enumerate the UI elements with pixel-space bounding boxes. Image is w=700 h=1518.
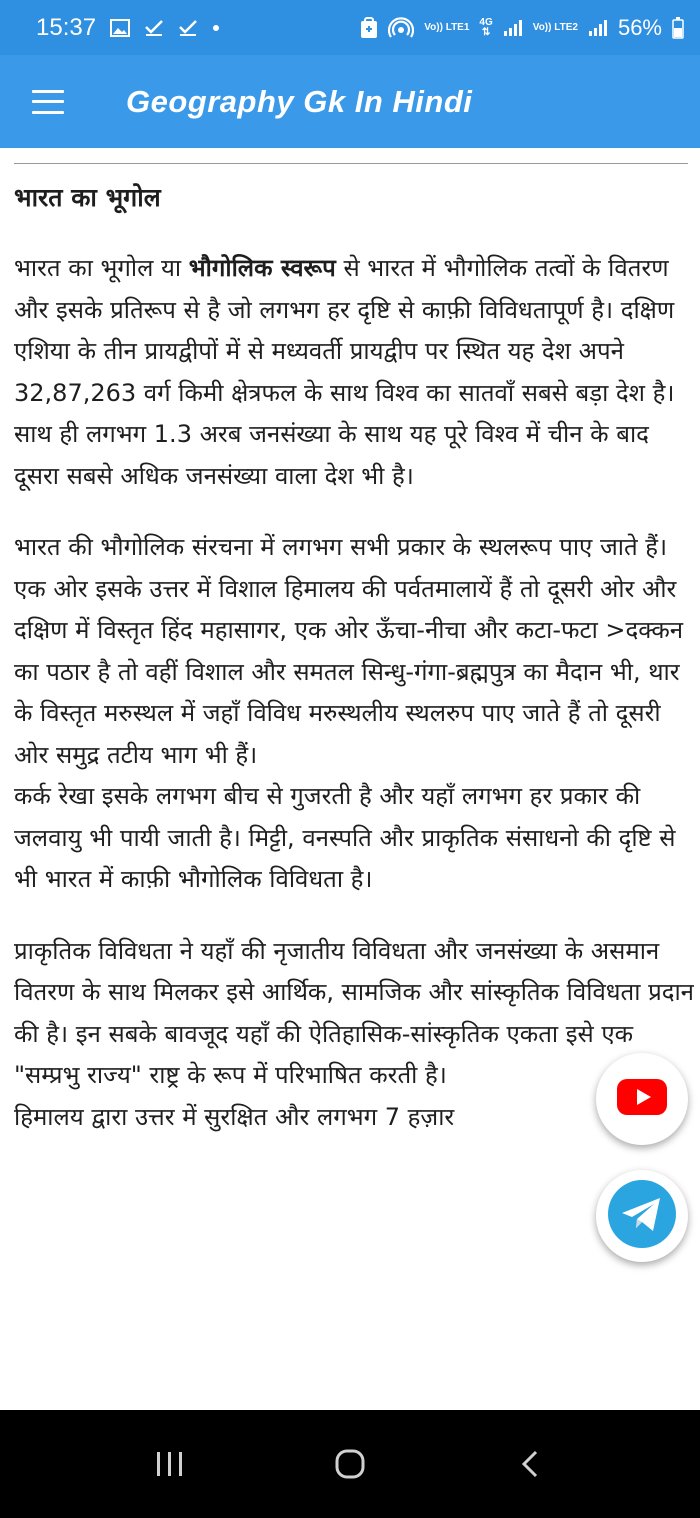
check-icon bbox=[178, 19, 198, 37]
youtube-icon bbox=[617, 1079, 667, 1119]
hamburger-menu-icon[interactable] bbox=[32, 90, 64, 114]
gallery-icon bbox=[110, 19, 130, 37]
paragraph-1-rest: से भारत में भौगोलिक तत्वों के वितरण और इसके प्रतिरूप से है जो लगभग हर दृष्टि से काफ़ी विविधतापूर्ण है। दक्षिण एशिया के तीन प्रायद्वीपों में से मध्यवर्ती प्रायद्वीप पर स्थित यह देश अपने 32,87,263 वर्ग किमी क्षेत्रफल के साथ विश्व का सातवाँ सबसे बड़ा देश है। साथ ही लगभग 1.3 अरब जनसंख्या के साथ यह पूरे विश्व में चीन के बाद दूसरा सबसे अधिक जनसंख्या वाला देश भी है। bbox=[14, 254, 675, 490]
signal-icon bbox=[503, 19, 523, 37]
paragraph-1-start: भारत का भूगोल या bbox=[14, 254, 189, 282]
check-icon bbox=[144, 19, 164, 37]
app-bar bbox=[0, 55, 700, 148]
paragraph-1 bbox=[14, 248, 694, 497]
paragraph-2: भारत की भौगोलिक संरचना में लगभग सभी प्रकार के स्थलरूप पाए जाते हैं। एक ओर इसके उत्तर में विशाल हिमालय की पर्वतमालायें हैं तो दूसरी ओर और दक्षिण में विस्तृत हिंद महासागर, एक ओर ऊँचा-नीचा और कटा-फटा >दक्कन का पठार है तो वहीं विशाल और समतल सिन्धु-गंगा-ब्रह्मपुत्र का मैदान भी, थार के विस्तृत मरुस्थल में जहाँ विविध मरुस्थलीय स्थलरुप पाए जाते हैं तो दूसरी ओर समुद्र तटीय भाग भी हैं। bbox=[14, 533, 684, 769]
telegram-icon bbox=[608, 1180, 676, 1252]
volte2-icon bbox=[533, 23, 578, 33]
network-type: 4G bbox=[479, 16, 493, 28]
volte1-label: Vo)) LTE1 bbox=[424, 21, 470, 33]
telegram-button[interactable] bbox=[596, 1170, 688, 1262]
status-bar bbox=[0, 0, 700, 55]
paragraph-1-bold: भौगोलिक स्वरूप bbox=[188, 254, 336, 282]
navigation-bar bbox=[0, 1410, 700, 1518]
volte2-label: Vo)) LTE2 bbox=[532, 21, 578, 33]
paragraph-3: कर्क रेखा इसके लगभग बीच से गुजरती है और यहाँ लगभग हर प्रकार की जलवायु भी पायी जाती है। मिट्टी, वनस्पति और प्राकृतिक संसाधनो की दृष्टि से भी भारत में काफ़ी भौगोलिक विविधता है। bbox=[14, 782, 676, 893]
dot-icon bbox=[212, 24, 220, 32]
recents-icon[interactable] bbox=[130, 1434, 210, 1494]
hotspot-icon bbox=[388, 17, 414, 39]
article-heading: भारत का भूगोल bbox=[14, 183, 161, 212]
signal-icon bbox=[588, 19, 608, 37]
4g-icon: 4G ⇅ bbox=[479, 16, 493, 38]
home-icon[interactable] bbox=[310, 1434, 390, 1494]
paragraph-4: प्राकृतिक विविधता ने यहाँ की नृजातीय विविधता और जनसंख्या के असमान वितरण के साथ मिलकर इसे आर्थिक, सामजिक और सांस्कृतिक विविधता प्रदान की है। इन सबके बावजूद यहाँ की ऐतिहासिक-सांस्कृतिक एकता इसे एक "सम्प्रभु राज्य" राष्ट्र के रूप में परिभाषित करती है। bbox=[14, 936, 694, 1089]
divider bbox=[14, 163, 688, 164]
status-left bbox=[36, 14, 220, 42]
app-title: Geography Gk In Hindi bbox=[126, 83, 473, 119]
status-right bbox=[360, 15, 684, 41]
battery-icon bbox=[672, 17, 684, 39]
paragraph-5: हिमालय द्वारा उत्तर में सुरक्षित और लगभग 7 हज़ार bbox=[14, 1102, 455, 1131]
back-icon[interactable] bbox=[490, 1434, 570, 1494]
status-time: 15:37 bbox=[36, 13, 97, 41]
youtube-button[interactable] bbox=[596, 1053, 688, 1145]
battery-percent: 56% bbox=[617, 14, 662, 40]
article-content bbox=[14, 178, 694, 1410]
volte1-icon bbox=[424, 23, 469, 33]
vpn-icon bbox=[360, 17, 378, 39]
